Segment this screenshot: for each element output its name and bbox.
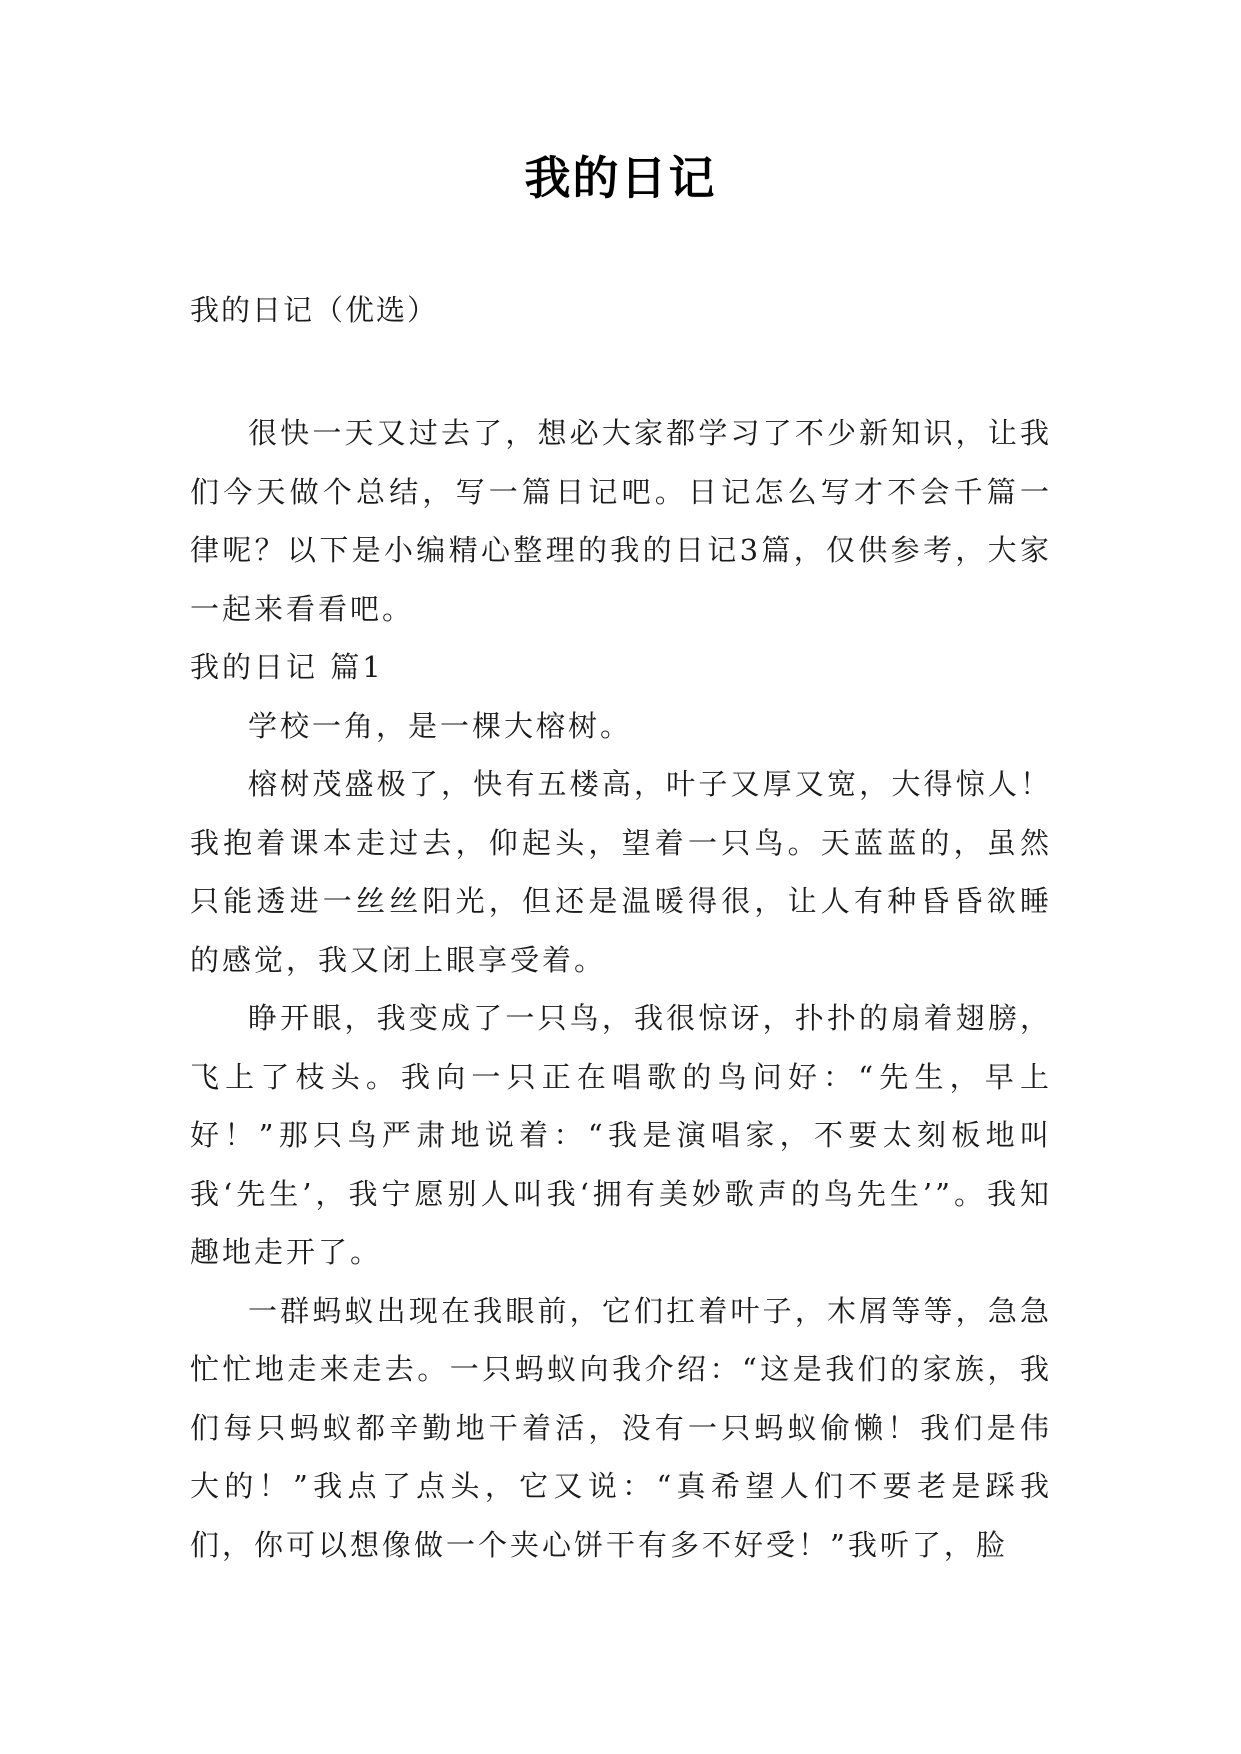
document-subtitle: 我的日记（优选） [190, 293, 439, 327]
body-paragraph: 学校一角，是一棵大榕树。 [248, 708, 633, 743]
document-body [190, 404, 1052, 1574]
section-heading: 我的日记 篇1 [190, 650, 384, 684]
body-paragraph: 榕树茂盛极了，快有五楼高，叶子又厚又宽，大得惊人！我抱着课本走过去，仰起头，望着一只鸟。天蓝蓝的，虽然只能透进一丝丝阳光，但还是温暖得很，让人有种昏昏欲睡的感觉，我又闭上眼享受着。 [190, 767, 1052, 977]
document-title: 我的日记 [524, 151, 717, 205]
intro-paragraph: 很快一天又过去了，想必大家都学习了不少新知识，让我们今天做个总结，写一篇日记吧。日记怎么写才不会千篇一律呢？以下是小编精心整理的我的日记3篇，仅供参考，大家一起来看看吧。 [190, 416, 1052, 626]
body-paragraph: 睁开眼，我变成了一只鸟，我很惊讶，扑扑的扇着翅膀，飞上了枝头。我向一只正在唱歌的鸟问好：“先生，早上好！”那只鸟严肃地说着：“我是演唱家，不要太刻板地叫我‘先生’，我宁愿别人叫我‘拥有美妙歌声的鸟先生’”。我知趣地走开了。 [190, 1001, 1052, 1269]
body-paragraph: 一群蚂蚁出现在我眼前，它们扛着叶子，木屑等等，急急忙忙地走来走去。一只蚂蚁向我介绍：“这是我们的家族，我们每只蚂蚁都辛勤地干着活，没有一只蚂蚁偷懒！我们是伟大的！”我点了点头，它又说：“真希望人们不要老是踩我们，你可以想像做一个夹心饼干有多不好受！”我听了，脸 [190, 1293, 1052, 1562]
